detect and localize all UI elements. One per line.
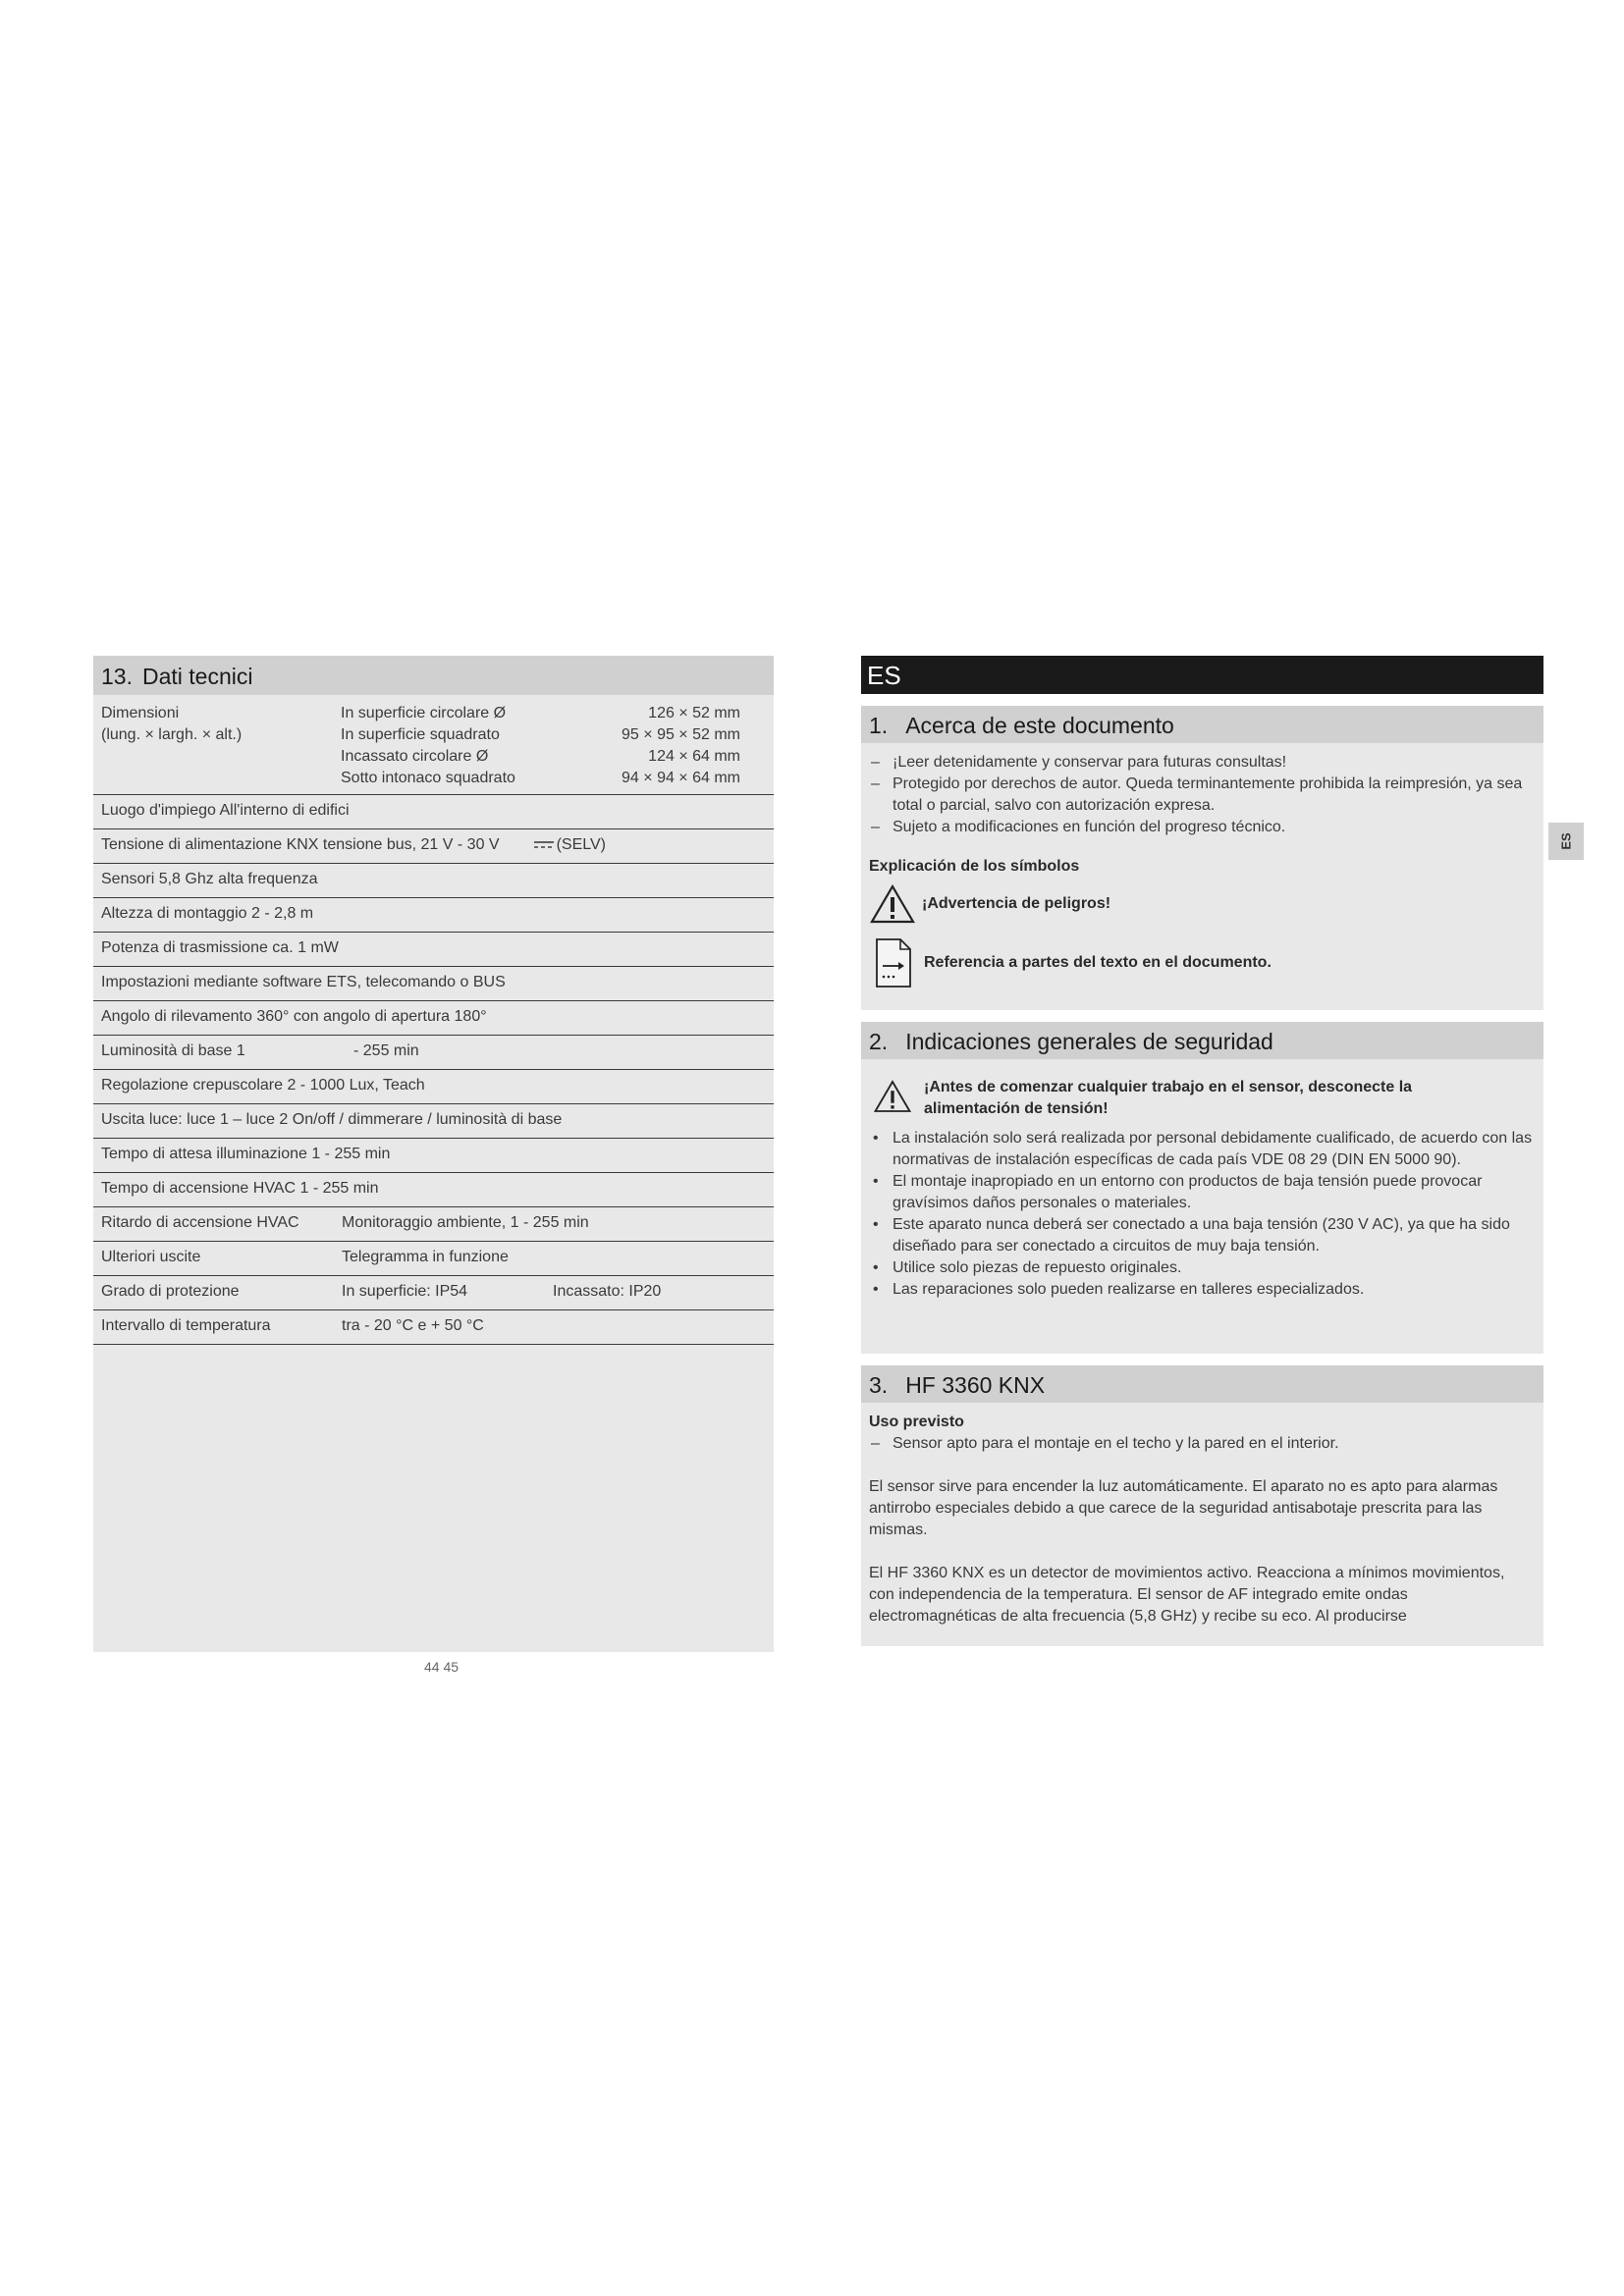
document-reference-icon (869, 936, 916, 989)
list-item: • Este aparato nunca deberá ser conectado a una baja tensión (230 V AC), ya que ha sido diseñado para ser conectado a circuitos de muy baja tensión. (869, 1214, 1534, 1257)
spec-row-tempo-hvac: Tempo di accensione HVAC 1 - 255 min (93, 1173, 774, 1207)
right-page (861, 656, 1543, 1646)
warning-symbol-row: ¡Advertencia de peligros! (869, 883, 1534, 925)
dimensions-label: Dimensioni (lung. × largh. × alt.) (101, 705, 243, 743)
section-title: Dati tecnici (141, 664, 253, 689)
spec-row-potenza: Potenza di trasmissione ca. 1 mW (93, 933, 774, 967)
spec-row-ritardo: Ritardo di accensione HVAC Monitoraggio ambiente, 1 - 255 min (93, 1207, 774, 1242)
spec-row-tensione: Tensione di alimentazione KNX tensione bus, 21 V - 30 V (SELV) (93, 829, 774, 864)
spec-row-intervallo: Intervallo di temperatura tra - 20 °C e + 50 °C (93, 1310, 774, 1345)
spec-row-regolazione: Regolazione crepuscolare 2 - 1000 Lux, Teach (93, 1070, 774, 1104)
spec-row-luogo: Luogo d'impiego All'interno di edifici (93, 795, 774, 829)
spec-row-grado: Grado di protezione In superficie: IP54 Incassato: IP20 (93, 1276, 774, 1310)
section-13-header (93, 656, 774, 695)
dc-current-icon (533, 839, 555, 851)
section-number: 13. (101, 664, 133, 689)
document-notes-list (869, 752, 1534, 838)
safety-warning: ¡Antes de comenzar cualquier trabajo en el sensor, desconecte la alimentación de tensión! (869, 1077, 1534, 1120)
spec-row-angolo: Angolo di rilevamento 360° con angolo di apertura 180° (93, 1001, 774, 1036)
list-item: – ¡Leer detenidamente y conservar para futuras consultas! (869, 752, 1534, 774)
section-1-header: 1. Acerca de este documento (861, 706, 1543, 743)
spec-row-luminosita: Luminosità di base 1 - 255 min (93, 1036, 774, 1070)
section-3 (861, 1365, 1543, 1646)
section-3-header: 3. HF 3360 KNX (861, 1365, 1543, 1403)
language-side-tab: ES (1548, 823, 1584, 860)
left-page (93, 656, 774, 1652)
spec-row-altezza: Altezza di montaggio 2 - 2,8 m (93, 898, 774, 933)
intended-use-heading: Uso previsto (869, 1414, 964, 1430)
dimensions-values: 126 × 52 mm 95 × 95 × 52 mm 124 × 64 mm 94 × 94 × 64 mm (622, 705, 740, 786)
section-1 (861, 706, 1543, 1010)
section-2 (861, 1022, 1543, 1354)
spec-row-sensori: Sensori 5,8 Ghz alta frequenza (93, 864, 774, 898)
safety-list (869, 1128, 1534, 1301)
warning-triangle-icon (869, 883, 916, 925)
spec-row-uscita: Uscita luce: luce 1 – luce 2 On/off / dimmerare / luminosità di base (93, 1104, 774, 1139)
spec-row-ulteriori: Ulteriori uscite Telegramma in funzione (93, 1242, 774, 1276)
spec-row-tempo-attesa: Tempo di attesa illuminazione 1 - 255 min (93, 1139, 774, 1173)
list-item: – Sensor apto para el montaje en el techo y la pared en el interior. (869, 1433, 1534, 1455)
section-2-header: 2. Indicaciones generales de seguridad (861, 1022, 1543, 1059)
list-item: • Las reparaciones solo pueden realizarse en talleres especializados. (869, 1279, 1534, 1301)
list-item: • La instalación solo será realizada por personal debidamente cualificado, de acuerdo con las normativas de instalación específicas de cada país VDE 08 29 (DIN EN 5000 90). (869, 1128, 1534, 1171)
language-bar: ES (861, 656, 1543, 694)
dimensions-row (93, 695, 774, 795)
warning-triangle-icon (873, 1079, 912, 1114)
paragraph: El sensor sirve para encender la luz automáticamente. El aparato no es apto para alarmas antirrobo especiales debido a que carece de la seguridad antisabotaje prescrita para las mismas. (869, 1478, 1498, 1538)
list-item: – Sujeto a modificaciones en función del progreso técnico. (869, 817, 1534, 838)
spec-row-impostazioni: Impostazioni mediante software ETS, telecomando o BUS (93, 967, 774, 1001)
reference-symbol-row: Referencia a partes del texto en el documento. (869, 936, 1534, 989)
list-item: – Protegido por derechos de autor. Queda terminantemente prohibida la reimpresión, ya sea total o parcial, salvo con autorización expresa. (869, 774, 1534, 817)
dimensions-names: In superficie circolare Ø In superficie squadrato Incassato circolare Ø Sotto intonaco squadrato (341, 705, 515, 786)
list-item: • Utilice solo piezas de repuesto originales. (869, 1257, 1534, 1279)
list-item: • El montaje inapropiado en un entorno con productos de baja tensión puede provocar gravísimos daños personales o materiales. (869, 1171, 1534, 1214)
symbols-heading: Explicación de los símbolos (869, 858, 1080, 875)
page-numbers: 44 45 (424, 1659, 460, 1675)
paragraph: El HF 3360 KNX es un detector de movimientos activo. Reacciona a mínimos movimientos, con independencia de la temperatura. El sensor de AF integrado emite ondas electromagnéticas de alta frecuencia (5,8 GHz) y recibe su eco. Al producirse (869, 1565, 1505, 1625)
